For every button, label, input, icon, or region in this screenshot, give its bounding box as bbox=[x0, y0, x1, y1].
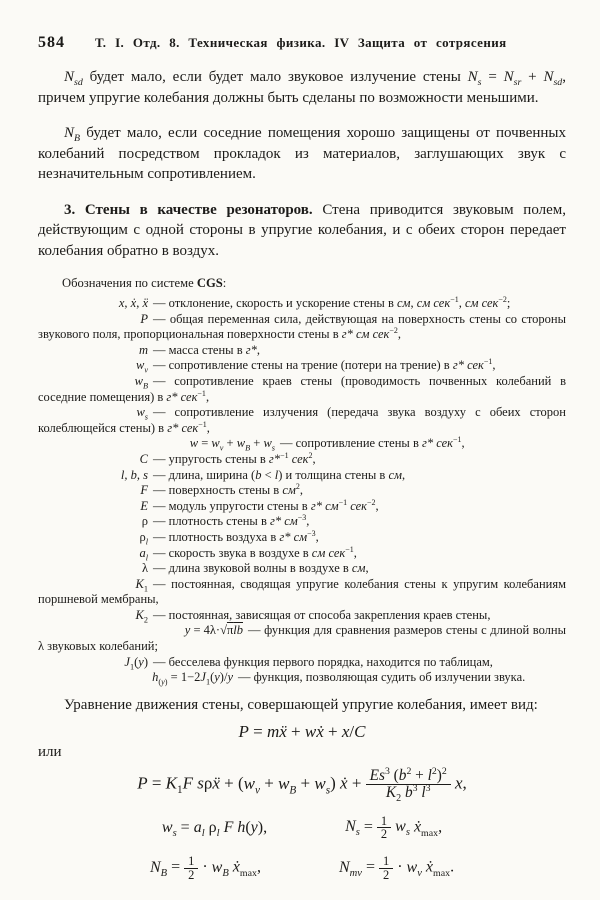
definition-text: — поверхность стены в $см^2$, bbox=[153, 481, 303, 498]
definition-text: — плотность стены в г* $см^{-3}$, bbox=[153, 513, 310, 529]
definition-text: — длина, ширина (b < l) и толщина стены в см, bbox=[153, 467, 406, 482]
equation-row-ws-ns bbox=[38, 815, 566, 841]
definition-entry bbox=[38, 499, 566, 515]
definition-term: $w = w_v + w_B + w_s$ bbox=[189, 436, 275, 453]
equation-nmv: $N_{mv}$ = $\frac{1}{2}$ · $w_v$ ẋ$_{max}$. bbox=[338, 853, 455, 882]
definition-term: $w_s$ bbox=[136, 405, 148, 422]
definition-text: — бесселева функция первого порядка, находится по таблицам, bbox=[153, 654, 493, 669]
definition-term: $J_1(y)$ bbox=[124, 654, 148, 672]
definition-text: — масса стены в г*, bbox=[153, 342, 260, 357]
section-3-paragraph: 3. Стены в качестве резонаторов. Стена приводится звуковым полем, действующим с одной стороны в упругие колебания, и с обеих сторон передает колебания обратно в воздух. bbox=[38, 201, 567, 259]
definition-term: $h_{(y)} = 1-2J_1(y)/y$ bbox=[152, 670, 233, 687]
definition-text: — постоянная, сводящая упругие колебания стены к упругим колебаниям поршневой мембраны, bbox=[38, 576, 566, 607]
definition-entry bbox=[38, 452, 566, 468]
definition-text: — постоянная, зависящая от способа закрепления краев стены, bbox=[153, 607, 491, 622]
definition-term: E bbox=[140, 498, 148, 513]
definition-entry bbox=[38, 468, 566, 484]
definition-entry bbox=[38, 436, 566, 452]
definition-text: — сопротивление краев стены (проводимость почвенных колебаний в соседние помещения) в г* сек$^{-1}$, bbox=[38, 373, 566, 404]
definition-term: $K_1$ bbox=[135, 576, 148, 594]
definition-term: F bbox=[140, 483, 148, 498]
definition-term: x, ẋ, ẍ bbox=[118, 296, 148, 310]
definition-term: y = 4λ·√πlb bbox=[184, 623, 243, 638]
definition-term: $a_l$ bbox=[139, 545, 148, 562]
definition-entry bbox=[38, 670, 566, 686]
running-title: Т. I. Отд. 8. Техническая физика. IV Защита от сотрясения bbox=[95, 35, 507, 50]
definition-term: $w_v$ bbox=[135, 358, 148, 375]
definition-entry bbox=[38, 405, 566, 436]
notation-heading: Обозначения по системе CGS: bbox=[62, 276, 227, 290]
definition-entry bbox=[38, 608, 566, 624]
definition-entry bbox=[38, 530, 566, 546]
definition-text: — функция для сравнения размеров стены с длиной волны λ звуковых колебаний; bbox=[38, 623, 566, 654]
definition-text: — функция, позволяющая судить об излучении звука. bbox=[238, 670, 526, 685]
definition-text: — модуль упругости стены в г* $см^{-1}$ сек$^{-2}$, bbox=[153, 497, 379, 513]
definition-text: — скорость звука в воздухе в см сек$^{-1}$, bbox=[153, 544, 357, 560]
definition-text: — плотность воздуха в г* $см^{-3}$, bbox=[153, 528, 319, 544]
definition-term: ρ bbox=[141, 514, 148, 529]
definition-entry bbox=[38, 561, 566, 577]
definition-text: — сопротивление стены в г* сек$^{-1}$, bbox=[280, 435, 465, 451]
paragraph-nsd: $N_{sd}$ будет мало, если будет мало звуковое излучение стены $N_s = N_{sr} + N_{sd}$, причем упругие колебания должны быть сделаны по возможности меньшими. bbox=[38, 69, 566, 106]
equation-ns: $N_s$ = $\frac{1}{2}$ $w_s$ ẋ$_{max}$, bbox=[345, 813, 443, 842]
definition-entry bbox=[38, 358, 566, 374]
definition-entry bbox=[38, 483, 566, 499]
definition-text: — длина звуковой волны в воздухе в см, bbox=[153, 561, 369, 576]
definition-text: — сопротивление стены на трение (потери на трение) в г* сек$^{-1}$, bbox=[153, 357, 496, 373]
equation-nb: $N_B$ = $\frac{1}{2}$ · $w_B$ ẋ$_{max}$, bbox=[149, 853, 261, 882]
definition-entry bbox=[38, 577, 566, 608]
definition-term: P bbox=[140, 311, 148, 326]
paragraph-nb: $N_B$ будет мало, если соседние помещения хорошо защищены от почвенных колебаний посредством прокладок из материалов, заглушающих звук с незначительным сопротивлением. bbox=[38, 125, 566, 182]
definition-entry bbox=[38, 312, 566, 343]
definition-term: l, b, s bbox=[120, 467, 148, 482]
definition-entry bbox=[38, 546, 566, 562]
definition-entry bbox=[38, 514, 566, 530]
equation-intro-wrap bbox=[38, 695, 566, 716]
definition-entry bbox=[38, 296, 566, 312]
definition-text: — упругость стены в г*$^{-1}$ сек$^2$, bbox=[153, 450, 316, 466]
definition-term: $w_B$ bbox=[134, 373, 148, 391]
equation-expanded: $P = K_1F$ sρẍ + $(w_v + w_B + w_s)$ ẋ + $\frac{Es^3 (b^2 + l^2)^2}{K_2 b^3 l^3}$ x, bbox=[137, 766, 467, 804]
definition-term: $\rho_l$ bbox=[139, 529, 148, 547]
definition-entry bbox=[38, 623, 566, 654]
definition-entry bbox=[38, 343, 566, 359]
definition-term: $K_2$ bbox=[135, 607, 148, 625]
definitions-list bbox=[38, 296, 566, 686]
page-number: 584 bbox=[38, 34, 65, 51]
definition-term: C bbox=[139, 451, 148, 466]
definition-text: — отклонение, скорость и ускорение стены в см, см сек$^{-1}$, см сек$^{-2}$; bbox=[153, 294, 511, 310]
definition-term: λ bbox=[141, 561, 148, 576]
definition-text: — общая переменная сила, действующая на поверхность стены со стороны звукового поля, пропорциональная поверхности стены в г* см сек$^{-2}$, bbox=[38, 311, 566, 342]
or-word: или bbox=[38, 744, 62, 761]
equation-intro: Уравнение движения стены, совершающей упругие колебания, имеет вид: bbox=[64, 696, 538, 713]
equation-row-nb-nmv bbox=[38, 855, 566, 881]
page-header bbox=[38, 34, 566, 52]
body-text bbox=[38, 67, 566, 261]
definition-entry bbox=[38, 374, 566, 405]
definition-text: — сопротивление излучения (передача звука воздуху с обеих сторон колеблющейся стены) в г* сек$^{-1}$, bbox=[38, 405, 566, 435]
equation-motion: P = mẍ + wẋ + x/C bbox=[238, 722, 366, 742]
definition-entry bbox=[38, 655, 566, 671]
equation-ws: $w_s = a_l$ $\rho_l$ F h(y), bbox=[161, 818, 268, 839]
definition-term: m bbox=[138, 342, 148, 357]
